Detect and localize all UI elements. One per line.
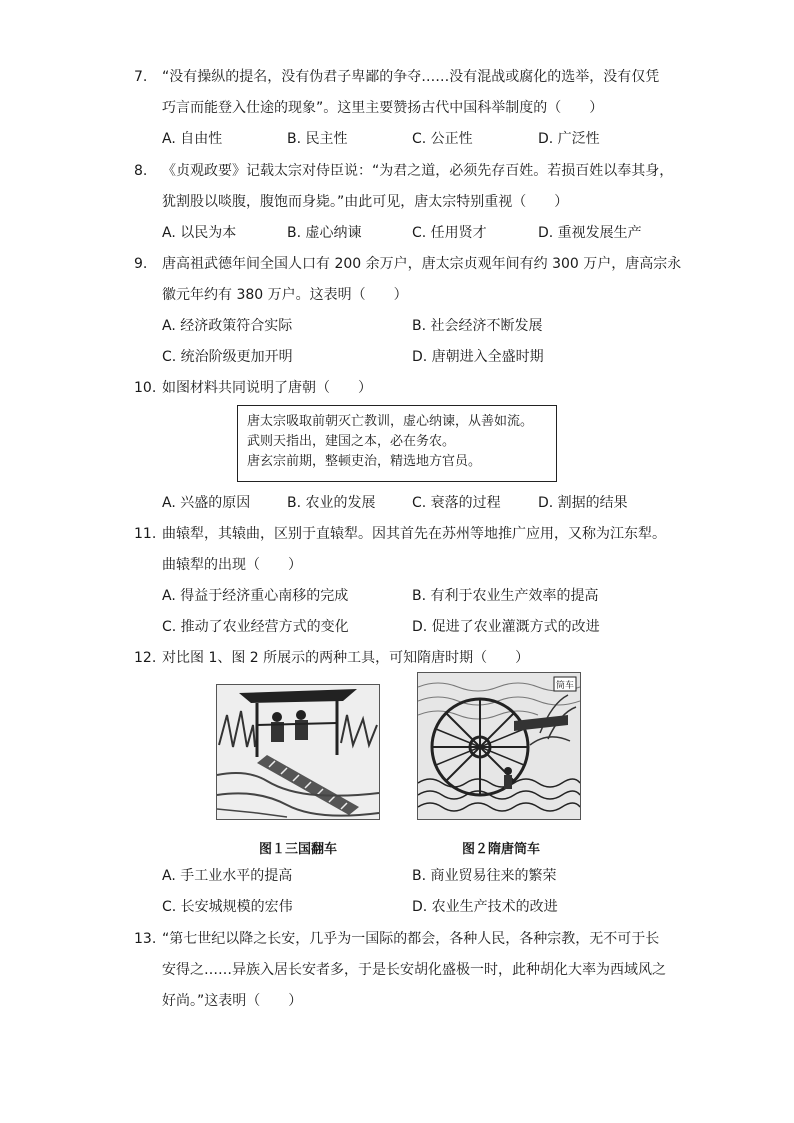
material-line: 唐玄宗前期，整顿吏治，精选地方官员。 — [247, 454, 482, 469]
figure-2-image — [417, 672, 581, 820]
water-wheel-illustration — [418, 673, 580, 819]
option-b[interactable]: B. 农业的发展 — [287, 495, 376, 511]
question-text: “没有操纵的提名，没有伪君子卑鄙的争夺……没有混战或腐化的选举，没有仅凭 — [162, 69, 660, 85]
question-text: 如图材料共同说明了唐朝（ ） — [162, 380, 372, 396]
option-a[interactable]: A. 兴盛的原因 — [162, 495, 251, 511]
question-text: 《贞观政要》记载太宗对侍臣说：“为君之道，必须先存百姓。若损百姓以奉其身， — [162, 163, 674, 179]
figure-2-stamp: 筒车 — [555, 681, 575, 691]
option-b[interactable]: B. 民主性 — [287, 131, 348, 147]
option-d[interactable]: D. 唐朝进入全盛时期 — [412, 349, 544, 365]
option-c[interactable]: C. 统治阶级更加开明 — [162, 349, 293, 365]
question-number: 9. — [134, 256, 148, 272]
option-c[interactable]: C. 长安城规模的宏伟 — [162, 899, 293, 915]
question-number: 8. — [134, 163, 148, 179]
option-d[interactable]: D. 广泛性 — [538, 131, 600, 147]
question-text: 曲辕犁的出现（ ） — [162, 557, 302, 573]
option-c[interactable]: C. 任用贤才 — [412, 225, 487, 241]
option-b[interactable]: B. 商业贸易往来的繁荣 — [412, 868, 557, 884]
figure-2-caption: 图２隋唐筒车 — [462, 842, 541, 857]
question-text: 徽元年约有 380 万户。这表明（ ） — [162, 287, 408, 303]
material-line: 武则天指出，建国之本，必在务农。 — [247, 434, 456, 449]
question-number: 12. — [134, 650, 157, 666]
option-b[interactable]: B. 有利于农业生产效率的提高 — [412, 588, 599, 604]
option-a[interactable]: A. 自由性 — [162, 131, 223, 147]
option-b[interactable]: B. 社会经济不断发展 — [412, 318, 543, 334]
chain-pump-illustration — [217, 685, 379, 819]
question-number: 11. — [134, 526, 157, 542]
option-a[interactable]: A. 手工业水平的提高 — [162, 868, 293, 884]
figure-1-caption: 图１三国翻车 — [259, 842, 338, 857]
option-b[interactable]: B. 虚心纳谏 — [287, 225, 362, 241]
option-c[interactable]: C. 推动了农业经营方式的变化 — [162, 619, 349, 635]
question-text: 对比图 1、图 2 所展示的两种工具，可知隋唐时期（ ） — [162, 650, 530, 666]
option-a[interactable]: A. 以民为本 — [162, 225, 237, 241]
material-line: 唐太宗吸取前朝灭亡教训，虚心纳谏，从善如流。 — [247, 414, 534, 429]
question-text: 曲辕犁，其辕曲，区别于直辕犁。因其首先在苏州等地推广应用，又称为江东犁。 — [162, 526, 666, 542]
option-c[interactable]: C. 公正性 — [412, 131, 473, 147]
question-number: 13. — [134, 931, 157, 947]
question-number: 7. — [134, 69, 148, 85]
option-a[interactable]: A. 得益于经济重心南移的完成 — [162, 588, 349, 604]
question-text: 唐高祖武德年间全国人口有 200 余万户，唐太宗贞观年间有约 300 万户，唐高宗永 — [162, 256, 682, 272]
question-text: 安得之……异族入居长安者多，于是长安胡化盛极一时，此种胡化大率为西域风之 — [162, 962, 666, 978]
option-c[interactable]: C. 衰落的过程 — [412, 495, 501, 511]
question-text: 巧言而能登入仕途的现象”。这里主要赞扬古代中国科举制度的（ ） — [162, 100, 604, 116]
option-a[interactable]: A. 经济政策符合实际 — [162, 318, 293, 334]
option-d[interactable]: D. 割据的结果 — [538, 495, 628, 511]
option-d[interactable]: D. 农业生产技术的改进 — [412, 899, 558, 915]
material-box — [237, 405, 557, 482]
question-text: 犹割股以啖腹，腹饱而身毙。”由此可见，唐太宗特别重视（ ） — [162, 194, 569, 210]
figure-1-image — [216, 684, 380, 820]
question-number: 10. — [134, 380, 157, 396]
question-text: “第七世纪以降之长安，几乎为一国际的都会，各种人民，各种宗教，无不可于长 — [162, 931, 660, 947]
option-d[interactable]: D. 促进了农业灌溉方式的改进 — [412, 619, 600, 635]
question-text: 好尚。”这表明（ ） — [162, 993, 303, 1009]
option-d[interactable]: D. 重视发展生产 — [538, 225, 642, 241]
